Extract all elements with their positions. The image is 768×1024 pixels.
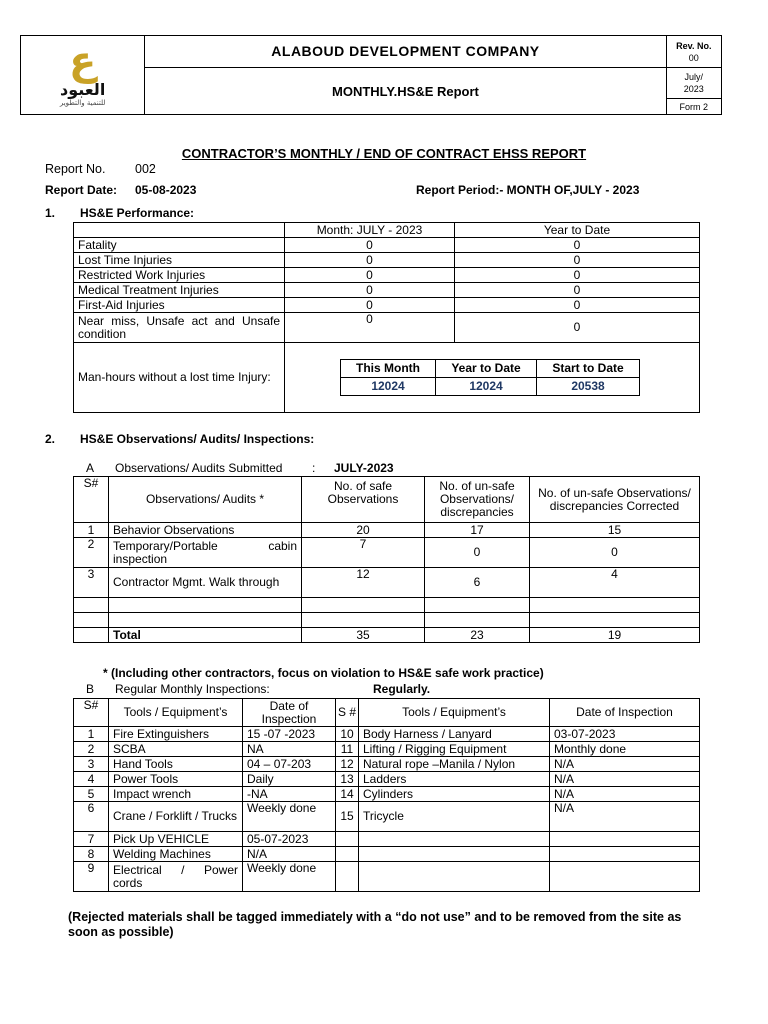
obs-header-corrected: No. of un-safe Observations/ discrepancies Corrected	[530, 477, 700, 523]
perf-month-value: 0	[285, 283, 455, 298]
obs-unsafe: 0	[425, 538, 530, 568]
table-row	[74, 253, 700, 268]
total-blank	[74, 628, 109, 643]
insp-sn: 10	[336, 727, 359, 742]
insp-header-date2: Date of Inspection	[550, 699, 700, 727]
report-date-label: Report Date:	[45, 183, 118, 197]
perf-label: Near miss, Unsafe act and Unsafe condition	[74, 313, 285, 343]
insp-date: Monthly done	[550, 742, 700, 757]
rev-no	[666, 36, 721, 68]
insp-header-sn: S#	[74, 699, 109, 727]
perf-ytd-value: 0	[455, 253, 700, 268]
manhours-header-ytd: Year to Date	[436, 360, 537, 378]
insp-tool: Crane / Forklift / Trucks	[109, 802, 243, 832]
perf-label: Lost Time Injuries	[74, 253, 285, 268]
total-safe: 35	[302, 628, 425, 643]
table-row	[74, 523, 700, 538]
report-date: 05-08-2023	[135, 183, 197, 197]
subsection-a-value: JULY-2023	[334, 461, 394, 475]
table-row	[74, 802, 700, 832]
perf-label: Medical Treatment Injuries	[74, 283, 285, 298]
subsection-a-letter: A	[86, 461, 95, 475]
insp-sn: 8	[74, 847, 109, 862]
table-row-empty	[74, 613, 700, 628]
insp-date: N/A	[550, 802, 700, 832]
obs-sn: 2	[74, 538, 109, 568]
insp-tool: Ladders	[359, 772, 550, 787]
obs-corrected: 0	[530, 538, 700, 568]
manhours-value-month: 12024	[341, 378, 436, 396]
insp-tool: Pick Up VEHICLE	[109, 832, 243, 847]
observations-note: * (Including other contractors, focus on violation to HS&E safe work practice)	[103, 666, 544, 680]
table-row	[74, 238, 700, 253]
inspections-table	[73, 698, 700, 892]
insp-tool: Tricycle	[359, 802, 550, 832]
insp-sn: 5	[74, 787, 109, 802]
perf-header-blank	[74, 223, 285, 238]
obs-corrected: 15	[530, 523, 700, 538]
insp-sn: 2	[74, 742, 109, 757]
insp-date: N/A	[550, 772, 700, 787]
section2-number: 2.	[45, 432, 56, 446]
report-name: MONTHLY.HS&E Report	[145, 68, 666, 115]
perf-month-value: 0	[285, 253, 455, 268]
total-unsafe: 23	[425, 628, 530, 643]
table-row	[74, 742, 700, 757]
table-row	[74, 538, 700, 568]
obs-name: Behavior Observations	[109, 523, 302, 538]
obs-header-obs: Observations/ Audits *	[109, 477, 302, 523]
insp-sn: 15	[336, 802, 359, 832]
insp-date: 05-07-2023	[243, 832, 336, 847]
subsection-b-letter: B	[86, 682, 95, 696]
perf-header-month: Month: JULY - 2023	[285, 223, 455, 238]
observations-table	[73, 476, 700, 643]
insp-tool: Body Harness / Lanyard	[359, 727, 550, 742]
header-date-line1: July/	[684, 72, 704, 82]
manhours-value-std: 20538	[537, 378, 640, 396]
table-row	[74, 727, 700, 742]
perf-ytd-value: 0	[455, 313, 700, 343]
insp-tool: Natural rope –Manila / Nylon	[359, 757, 550, 772]
table-row	[74, 283, 700, 298]
insp-tool: SCBA	[109, 742, 243, 757]
table-row	[74, 832, 700, 847]
perf-month-value: 0	[285, 313, 455, 343]
obs-header-sn: S#	[74, 477, 109, 523]
perf-label: Fatality	[74, 238, 285, 253]
total-corrected: 19	[530, 628, 700, 643]
table-row	[74, 772, 700, 787]
table-row	[74, 847, 700, 862]
manhours-header-std: Start to Date	[537, 360, 640, 378]
perf-month-value: 0	[285, 298, 455, 313]
insp-header-date: Date of Inspection	[243, 699, 336, 727]
table-row	[74, 862, 700, 892]
report-no-label: Report No.	[45, 162, 106, 176]
manhours-table	[340, 359, 640, 396]
manhours-cell	[285, 343, 700, 413]
perf-month-value: 0	[285, 268, 455, 283]
manhours-row	[74, 343, 700, 413]
logo-arabic-name: العبود	[60, 80, 106, 99]
insp-sn: 12	[336, 757, 359, 772]
rev-label: Rev. No.	[676, 40, 712, 51]
insp-date: Weekly done	[243, 802, 336, 832]
insp-date: 15 -07 -2023	[243, 727, 336, 742]
table-row	[74, 268, 700, 283]
perf-header-ytd: Year to Date	[455, 223, 700, 238]
insp-sn: 1	[74, 727, 109, 742]
subsection-a-label: Observations/ Audits Submitted	[115, 461, 283, 475]
subsection-a-colon: :	[312, 461, 316, 475]
subsection-b-value: Regularly.	[373, 682, 431, 696]
insp-sn: 13	[336, 772, 359, 787]
total-label: Total	[109, 628, 302, 643]
insp-header-tools2: Tools / Equipment’s	[359, 699, 550, 727]
table-row	[74, 313, 700, 343]
obs-sn: 1	[74, 523, 109, 538]
insp-date: N/A	[243, 847, 336, 862]
perf-ytd-value: 0	[455, 238, 700, 253]
obs-corrected: 4	[530, 568, 700, 598]
header-date	[666, 68, 721, 99]
insp-date: NA	[243, 742, 336, 757]
table-row	[74, 568, 700, 598]
logo-mark: ع	[68, 38, 97, 84]
insp-tool: Electrical / Power cords	[109, 862, 243, 892]
report-no: 002	[135, 162, 156, 176]
insp-tool: Hand Tools	[109, 757, 243, 772]
report-period: Report Period:- MONTH OF,JULY - 2023	[416, 183, 640, 197]
obs-unsafe: 6	[425, 568, 530, 598]
section1-title: HS&E Performance:	[80, 206, 195, 220]
insp-tool: Power Tools	[109, 772, 243, 787]
perf-month-value: 0	[285, 238, 455, 253]
table-row	[74, 787, 700, 802]
obs-name: Temporary/Portable cabin inspection	[109, 538, 302, 568]
obs-safe: 20	[302, 523, 425, 538]
document-header	[20, 35, 722, 115]
insp-sn: 7	[74, 832, 109, 847]
insp-date: N/A	[550, 757, 700, 772]
insp-sn: 11	[336, 742, 359, 757]
perf-ytd-value: 0	[455, 283, 700, 298]
insp-date: 03-07-2023	[550, 727, 700, 742]
insp-tool: Cylinders	[359, 787, 550, 802]
section2-title: HS&E Observations/ Audits/ Inspections:	[80, 432, 315, 446]
insp-header-sn2: S #	[336, 699, 359, 727]
insp-date: 04 – 07-203	[243, 757, 336, 772]
insp-sn: 3	[74, 757, 109, 772]
insp-date: N/A	[550, 787, 700, 802]
insp-sn: 6	[74, 802, 109, 832]
insp-sn: 9	[74, 862, 109, 892]
insp-date: Daily	[243, 772, 336, 787]
insp-sn: 4	[74, 772, 109, 787]
header-date-line2: 2023	[683, 84, 704, 94]
obs-header-unsafe: No. of un-safe Observations/ discrepancies	[425, 477, 530, 523]
logo-arabic-sub: للتنمية والتطوير	[59, 99, 106, 107]
obs-sn: 3	[74, 568, 109, 598]
manhours-value-ytd: 12024	[436, 378, 537, 396]
report-title: CONTRACTOR’S MONTHLY / END OF CONTRACT EHSS REPORT	[181, 146, 587, 161]
perf-ytd-value: 0	[455, 298, 700, 313]
insp-date: Weekly done	[243, 862, 336, 892]
insp-tool: Impact wrench	[109, 787, 243, 802]
insp-header-tools: Tools / Equipment’s	[109, 699, 243, 727]
section1-number: 1.	[45, 206, 56, 220]
insp-tool: Fire Extinguishers	[109, 727, 243, 742]
perf-label: Restricted Work Injuries	[74, 268, 285, 283]
hse-performance-table	[73, 222, 700, 413]
insp-date: -NA	[243, 787, 336, 802]
table-row-empty	[74, 598, 700, 613]
obs-header-safe: No. of safe Observations	[302, 477, 425, 523]
obs-safe: 12	[302, 568, 425, 598]
form-number: Form 2	[666, 99, 721, 115]
subsection-b-label: Regular Monthly Inspections:	[115, 682, 270, 696]
manhours-label: Man-hours without a lost time Injury:	[74, 343, 285, 413]
total-row	[74, 628, 700, 643]
table-row	[74, 298, 700, 313]
manhours-header-month: This Month	[341, 360, 436, 378]
insp-tool: Lifting / Rigging Equipment	[359, 742, 550, 757]
insp-tool: Welding Machines	[109, 847, 243, 862]
insp-sn: 14	[336, 787, 359, 802]
rev-value: 00	[688, 52, 699, 63]
company-logo	[21, 36, 145, 115]
rejected-materials-note: (Rejected materials shall be tagged immediately with a “do not use” and to be removed from the site as soon as possible)	[68, 910, 682, 939]
obs-name: Contractor Mgmt. Walk through	[109, 568, 302, 598]
obs-safe: 7	[302, 538, 425, 568]
perf-label: First-Aid Injuries	[74, 298, 285, 313]
perf-ytd-value: 0	[455, 268, 700, 283]
table-row	[74, 757, 700, 772]
obs-unsafe: 17	[425, 523, 530, 538]
company-name: ALABOUD DEVELOPMENT COMPANY	[145, 36, 666, 68]
